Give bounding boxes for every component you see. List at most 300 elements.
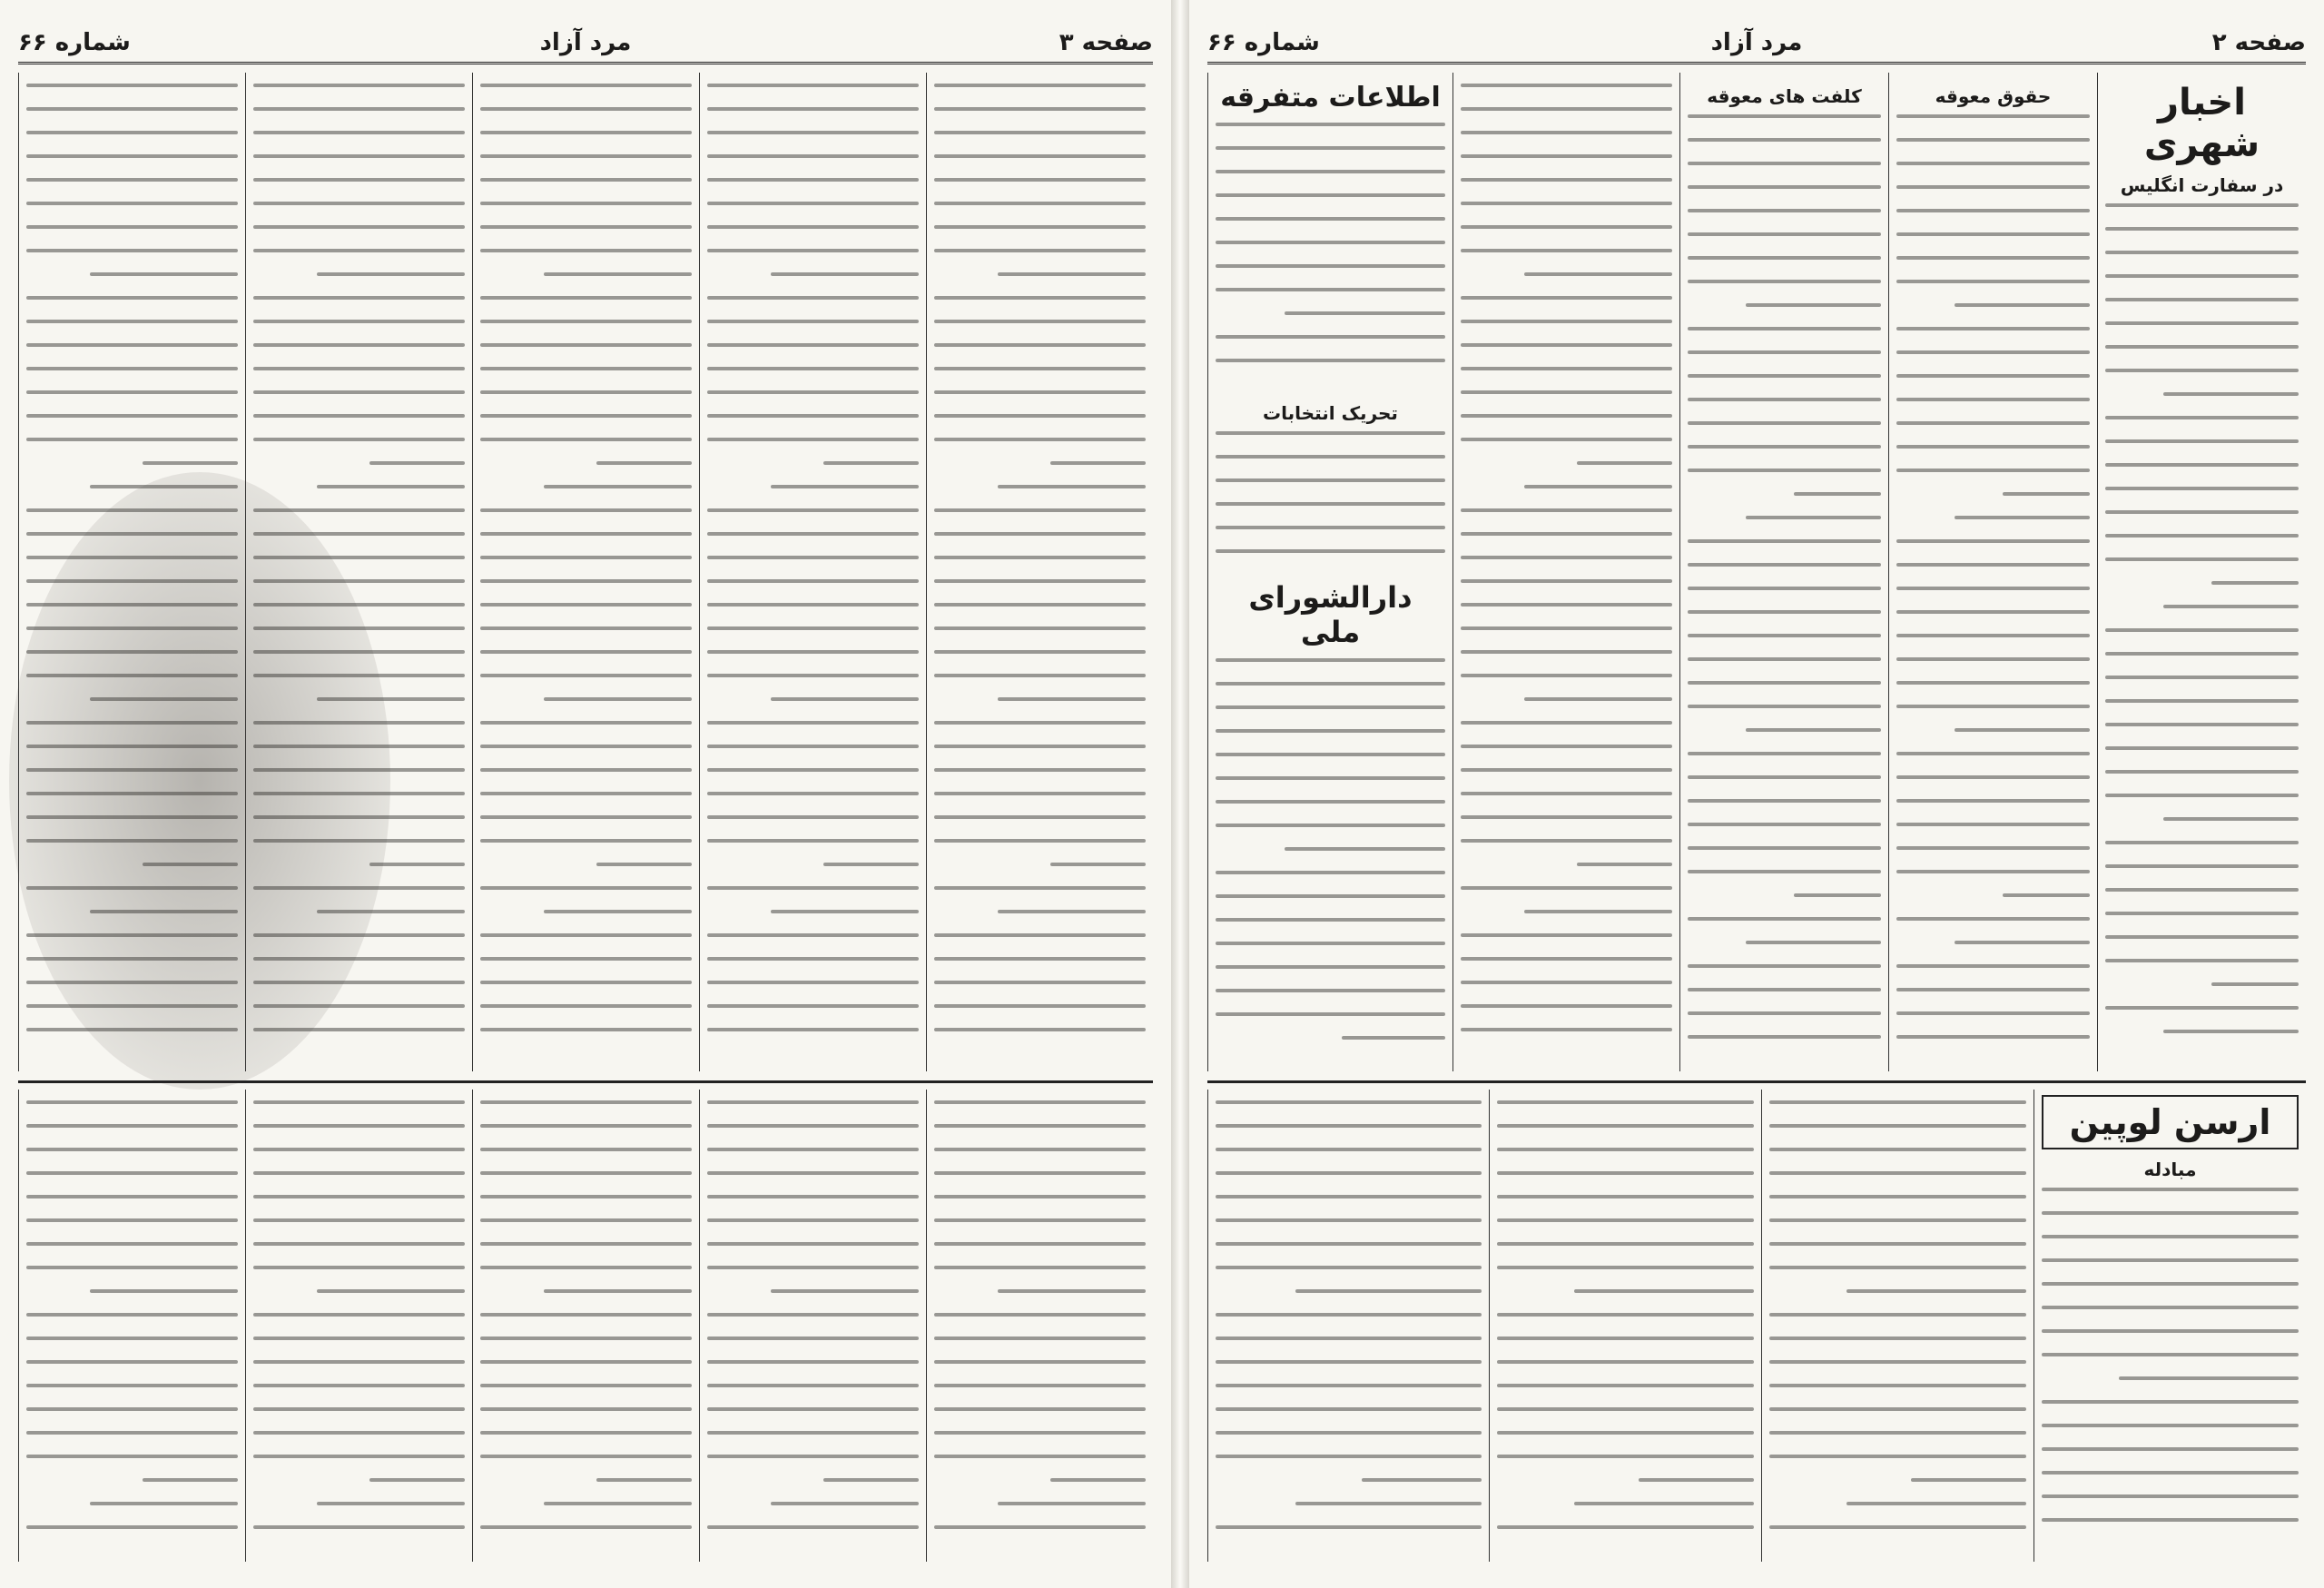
text-line: [823, 1478, 919, 1482]
text-line: [26, 84, 238, 87]
text-line: [707, 178, 919, 182]
text-line: [1688, 350, 1881, 354]
text-line: [1216, 1124, 1482, 1128]
text-line: [934, 178, 1146, 182]
text-line: [707, 131, 919, 134]
text-line: [1497, 1266, 1754, 1269]
text-line: [934, 532, 1146, 536]
text-line: [998, 697, 1146, 701]
text-line: [1497, 1360, 1754, 1364]
text-line: [26, 154, 238, 158]
text-line: [253, 131, 465, 134]
text-line: [2105, 557, 2299, 561]
bottom-column-4: [1207, 1090, 1489, 1562]
text-line: [934, 1384, 1146, 1387]
text-line: [1896, 775, 2090, 779]
text-line: [2105, 463, 2299, 467]
text-line: [2042, 1235, 2299, 1238]
text-line: [1461, 839, 1672, 843]
column-3: [472, 73, 699, 1071]
text-line: [480, 957, 692, 961]
text-line: [707, 768, 919, 772]
article-text: [707, 1100, 919, 1529]
text-line: [1688, 539, 1881, 543]
text-line: [253, 296, 465, 300]
text-line: [480, 650, 692, 654]
column-2: [699, 73, 926, 1071]
text-line: [707, 320, 919, 323]
text-line: [934, 839, 1146, 843]
text-line: [1216, 705, 1445, 709]
text-line: [934, 556, 1146, 559]
article-text: [707, 84, 919, 1031]
text-line: [253, 1384, 465, 1387]
text-line: [1896, 421, 2090, 425]
text-line: [26, 438, 238, 441]
text-line: [1896, 563, 2090, 567]
text-line: [253, 154, 465, 158]
section-divider: [1207, 1080, 2306, 1083]
text-line: [934, 1195, 1146, 1198]
text-line: [480, 1431, 692, 1435]
text-line: [1688, 374, 1881, 378]
text-line: [2105, 723, 2299, 726]
text-line: [1497, 1407, 1754, 1411]
text-line: [771, 485, 919, 488]
text-line: [1955, 516, 2090, 519]
text-line: [1769, 1525, 2026, 1529]
text-line: [480, 1384, 692, 1387]
text-line: [253, 1336, 465, 1340]
text-line: [1461, 1028, 1672, 1031]
text-line: [317, 272, 465, 276]
text-line: [934, 768, 1146, 772]
text-line: [2042, 1258, 2299, 1262]
text-line: [480, 1004, 692, 1008]
text-line: [1769, 1266, 2026, 1269]
text-line: [1896, 870, 2090, 873]
text-line: [1497, 1242, 1754, 1246]
text-line: [1050, 863, 1146, 866]
column-subheading: حقوق معوقه: [1935, 85, 2052, 107]
text-line: [934, 438, 1146, 441]
text-line: [1461, 815, 1672, 819]
bottom-column-4: [245, 1090, 472, 1562]
article-text: [1497, 1100, 1754, 1529]
text-line: [1216, 431, 1445, 435]
text-line: [1216, 1148, 1482, 1151]
text-line: [707, 1218, 919, 1222]
text-line: [1461, 107, 1672, 111]
text-line: [26, 1313, 238, 1317]
text-line: [1216, 502, 1445, 506]
text-line: [480, 367, 692, 370]
text-line: [1769, 1336, 2026, 1340]
text-line: [253, 1455, 465, 1458]
text-line: [1216, 1100, 1482, 1104]
text-line: [2003, 893, 2090, 897]
article-text: [1216, 1100, 1482, 1529]
text-line: [934, 626, 1146, 630]
text-line: [1896, 256, 2090, 260]
article-text: [26, 1100, 238, 1529]
text-line: [1216, 1242, 1482, 1246]
text-line: [317, 1289, 465, 1293]
column-1: [926, 73, 1153, 1071]
text-line: [1216, 1171, 1482, 1175]
text-line: [2105, 227, 2299, 231]
text-line: [480, 296, 692, 300]
article-text: [1769, 1100, 2026, 1529]
text-line: [1497, 1195, 1754, 1198]
text-line: [1896, 374, 2090, 378]
text-line: [480, 1218, 692, 1222]
text-line: [1688, 1011, 1881, 1015]
text-line: [26, 1384, 238, 1387]
text-line: [2105, 912, 2299, 915]
text-line: [26, 390, 238, 394]
text-line: [1461, 84, 1672, 87]
text-line: [934, 674, 1146, 677]
text-line: [934, 603, 1146, 607]
text-line: [2105, 510, 2299, 514]
text-line: [1688, 114, 1881, 118]
text-line: [253, 107, 465, 111]
text-line: [253, 1195, 465, 1198]
text-line: [934, 579, 1146, 583]
text-line: [2163, 1030, 2299, 1033]
text-line: [1216, 918, 1445, 922]
text-line: [1769, 1313, 2026, 1317]
text-line: [1911, 1478, 2026, 1482]
text-line: [934, 390, 1146, 394]
page-number: صفحه ۳: [1059, 29, 1153, 56]
text-line: [480, 839, 692, 843]
text-line: [369, 1478, 465, 1482]
text-line: [1688, 634, 1881, 637]
text-line: [480, 1242, 692, 1246]
text-line: [1497, 1384, 1754, 1387]
text-line: [1461, 296, 1672, 300]
text-line: [2105, 416, 2299, 419]
text-line: [1461, 745, 1672, 748]
text-line: [2042, 1471, 2299, 1475]
text-line: [2105, 534, 2299, 538]
text-line: [934, 202, 1146, 205]
text-line: [1577, 863, 1672, 866]
text-line: [253, 1360, 465, 1364]
text-line: [1746, 516, 1881, 519]
text-line: [1896, 209, 2090, 212]
text-line: [1896, 350, 2090, 354]
text-line: [1216, 264, 1445, 268]
text-line: [1846, 1289, 2026, 1293]
text-line: [2211, 581, 2299, 585]
text-line: [1896, 823, 2090, 826]
text-line: [934, 745, 1146, 748]
text-line: [480, 438, 692, 441]
text-line: [253, 320, 465, 323]
text-line: [2105, 251, 2299, 254]
text-line: [707, 626, 919, 630]
text-line: [934, 1266, 1146, 1269]
text-line: [1216, 526, 1445, 529]
text-line: [480, 1360, 692, 1364]
text-line: [707, 1384, 919, 1387]
text-line: [2105, 628, 2299, 632]
text-line: [253, 1148, 465, 1151]
text-line: [823, 863, 919, 866]
bottom-column-2: [699, 1090, 926, 1562]
text-line: [1769, 1171, 2026, 1175]
column-subheading: کلفت های معوقه: [1707, 85, 1862, 107]
text-line: [26, 1124, 238, 1128]
text-line: [2211, 982, 2299, 986]
text-line: [1688, 327, 1881, 330]
text-line: [998, 1502, 1146, 1505]
text-line: [934, 650, 1146, 654]
text-line: [2105, 676, 2299, 679]
text-line: [998, 910, 1146, 913]
text-line: [934, 1171, 1146, 1175]
text-line: [707, 603, 919, 607]
text-line: [253, 1100, 465, 1104]
text-line: [707, 815, 919, 819]
text-line: [253, 390, 465, 394]
text-line: [1688, 162, 1881, 165]
text-line: [1295, 1289, 1482, 1293]
text-line: [998, 272, 1146, 276]
text-line: [1497, 1431, 1754, 1435]
text-line: [1216, 682, 1445, 686]
text-line: [1461, 792, 1672, 795]
text-line: [707, 1266, 919, 1269]
text-line: [1896, 657, 2090, 661]
text-line: [26, 1266, 238, 1269]
article-text: [1688, 114, 1881, 1039]
text-line: [1639, 1478, 1754, 1482]
text-line: [253, 367, 465, 370]
text-line: [707, 343, 919, 347]
article-text: [1216, 123, 1445, 395]
text-line: [1461, 886, 1672, 890]
text-line: [707, 154, 919, 158]
text-line: [1688, 398, 1881, 401]
text-line: [1769, 1407, 2026, 1411]
text-line: [1769, 1431, 2026, 1435]
text-line: [480, 532, 692, 536]
text-line: [1216, 894, 1445, 898]
text-line: [707, 414, 919, 418]
text-line: [1896, 445, 2090, 449]
text-line: [1461, 320, 1672, 323]
text-line: [480, 107, 692, 111]
text-line: [480, 1195, 692, 1198]
text-line: [253, 1218, 465, 1222]
page-number: صفحه ۲: [2211, 29, 2306, 56]
bottom-column-3: [472, 1090, 699, 1562]
text-line: [934, 414, 1146, 418]
text-line: [2042, 1400, 2299, 1404]
text-line: [2105, 864, 2299, 868]
text-line: [480, 815, 692, 819]
text-line: [1688, 823, 1881, 826]
text-line: [1461, 556, 1672, 559]
text-line: [707, 390, 919, 394]
text-line: [544, 485, 692, 488]
text-line: [1216, 1266, 1482, 1269]
article-text: [1461, 84, 1672, 1031]
text-line: [480, 745, 692, 748]
text-line: [480, 1313, 692, 1317]
text-line: [369, 461, 465, 465]
text-line: [1896, 185, 2090, 189]
serial-subtitle: مبادله: [2143, 1159, 2197, 1180]
issue-number: شماره ۶۶: [1207, 29, 1320, 56]
text-line: [707, 1431, 919, 1435]
text-line: [480, 414, 692, 418]
column-subheading: تحریک انتخابات: [1263, 402, 1398, 424]
text-line: [480, 792, 692, 795]
text-line: [707, 1525, 919, 1529]
text-line: [1461, 768, 1672, 772]
text-line: [1769, 1384, 2026, 1387]
column-heading: اطلاعات متفرقه: [1220, 82, 1441, 113]
text-line: [934, 886, 1146, 890]
text-line: [253, 414, 465, 418]
text-line: [1216, 146, 1445, 150]
text-line: [480, 390, 692, 394]
text-line: [1216, 658, 1445, 662]
text-line: [707, 438, 919, 441]
text-line: [544, 1502, 692, 1505]
text-line: [1746, 303, 1881, 307]
text-line: [1955, 303, 2090, 307]
text-line: [1688, 1035, 1881, 1039]
column-4: [1452, 73, 1679, 1071]
article-text: [1216, 658, 1445, 1040]
text-line: [253, 225, 465, 229]
text-line: [1216, 549, 1445, 553]
text-line: [1216, 800, 1445, 804]
text-line: [26, 320, 238, 323]
column-city-news: [2097, 73, 2306, 1071]
text-line: [1216, 455, 1445, 459]
text-line: [1896, 469, 2090, 472]
text-line: [317, 485, 465, 488]
text-line: [934, 249, 1146, 252]
text-line: [1688, 870, 1881, 873]
text-line: [1896, 1011, 2090, 1015]
text-line: [1688, 917, 1881, 921]
text-line: [934, 981, 1146, 984]
text-line: [1295, 1502, 1482, 1505]
text-line: [2042, 1188, 2299, 1191]
text-line: [317, 1502, 465, 1505]
text-line: [2105, 274, 2299, 278]
text-line: [1461, 508, 1672, 512]
text-line: [707, 84, 919, 87]
text-line: [1461, 390, 1672, 394]
text-line: [823, 461, 919, 465]
newspaper-name: مرد آزاد: [539, 29, 632, 56]
text-line: [934, 957, 1146, 961]
text-line: [707, 1455, 919, 1458]
text-line: [480, 721, 692, 725]
text-line: [707, 225, 919, 229]
text-line: [1896, 587, 2090, 590]
text-line: [1461, 933, 1672, 937]
text-line: [1688, 799, 1881, 803]
text-line: [2042, 1282, 2299, 1286]
page-header: [18, 25, 1153, 64]
text-line: [1896, 964, 2090, 968]
text-line: [1688, 421, 1881, 425]
text-line: [253, 1525, 465, 1529]
article-text: [253, 1100, 465, 1529]
text-line: [143, 461, 238, 465]
text-line: [1497, 1525, 1754, 1529]
text-line: [1896, 799, 2090, 803]
text-line: [1688, 185, 1881, 189]
text-line: [2105, 746, 2299, 750]
text-line: [1524, 272, 1672, 276]
text-line: [26, 1218, 238, 1222]
text-line: [253, 1266, 465, 1269]
text-line: [707, 1407, 919, 1411]
text-line: [2163, 605, 2299, 608]
text-line: [934, 225, 1146, 229]
text-line: [1688, 988, 1881, 991]
text-line: [480, 249, 692, 252]
text-line: [1955, 941, 2090, 944]
text-line: [1896, 988, 2090, 991]
text-line: [1896, 138, 2090, 142]
text-line: [934, 1431, 1146, 1435]
text-line: [2105, 935, 2299, 939]
text-line: [1769, 1124, 2026, 1128]
text-line: [1216, 335, 1445, 339]
text-line: [1896, 280, 2090, 283]
text-line: [1216, 824, 1445, 827]
text-line: [934, 792, 1146, 795]
text-line: [1746, 941, 1881, 944]
text-line: [596, 863, 692, 866]
bottom-column-2: [1761, 1090, 2034, 1562]
text-line: [1285, 311, 1445, 315]
text-line: [2042, 1306, 2299, 1309]
text-line: [1216, 1384, 1482, 1387]
text-line: [1688, 775, 1881, 779]
serial-title: ارسن لوپین: [2042, 1095, 2299, 1149]
text-line: [1497, 1455, 1754, 1458]
text-line: [480, 154, 692, 158]
text-line: [1896, 752, 2090, 755]
text-line: [253, 1124, 465, 1128]
text-line: [2105, 770, 2299, 774]
text-line: [480, 1171, 692, 1175]
text-line: [1896, 705, 2090, 708]
text-line: [934, 1360, 1146, 1364]
text-line: [934, 1242, 1146, 1246]
text-line: [934, 320, 1146, 323]
text-line: [480, 202, 692, 205]
text-line: [1461, 981, 1672, 984]
text-line: [253, 178, 465, 182]
text-line: [2105, 439, 2299, 443]
text-line: [1461, 579, 1672, 583]
text-line: [1688, 209, 1881, 212]
